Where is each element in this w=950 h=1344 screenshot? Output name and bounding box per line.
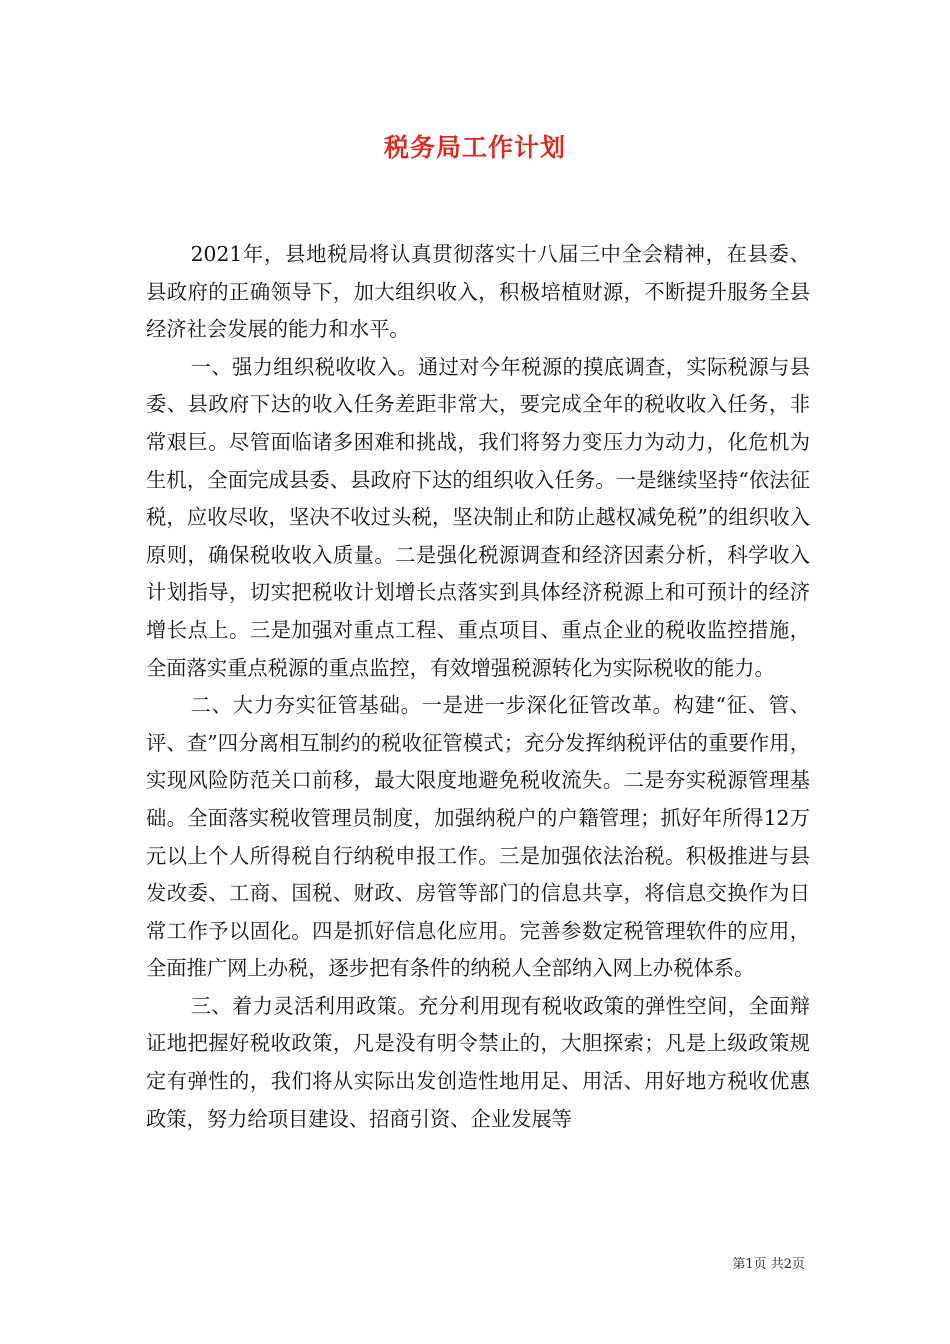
paragraph-intro: 2021年，县地税局将认真贯彻落实十八届三中全会精神，在县委、县政府的正确领导下，加大组织收入，积极培植财源，不断提升服务全县经济社会发展的能力和水平。 — [146, 242, 810, 342]
page-number: 第1页 共2页 — [732, 1257, 805, 1272]
paragraph-section-3: 三、着力灵活利用政策。充分利用现有税收政策的弹性空间，全面辩证地把握好税收政策，凡是没有明令禁止的，大胆探索；凡是上级政策规定有弹性的，我们将从实际出发创造性地用足、用活、用好地方税收优惠政策，努力给项目建设、招商引资、企业发展等 — [146, 993, 810, 1131]
document-body — [146, 236, 810, 1138]
paragraph-section-1: 一、强力组织税收收入。通过对今年税源的摸底调查，实际税源与县委、县政府下达的收入任务差距非常大，要完成全年的税收收入任务，非常艰巨。尽管面临诸多困难和挑战，我们将努力变压力为动力，化危机为生机，全面完成县委、县政府下达的组织收入任务。一是继续坚持“依法征税，应收尽收，坚决不收过头税，坚决制止和防止越权减免税”的组织收入原则，确保税收收入质量。二是强化税源调查和经济因素分析，科学收入计划指导，切实把税收计划增长点落实到具体经济税源上和可预计的经济增长点上。三是加强对重点工程、重点项目、重点企业的税收监控措施，全面落实重点税源的重点监控，有效增强税源转化为实际税收的能力。 — [146, 354, 810, 680]
document-title: 税务局工作计划 — [383, 133, 566, 162]
paragraph-section-2: 二、大力夯实征管基础。一是进一步深化征管改革。构建“征、管、评、查”四分离相互制约的税收征管模式；充分发挥纳税评估的重要作用，实现风险防范关口前移，最大限度地避免税收流失。二是夯实税源管理基础。全面落实税收管理员制度，加强纳税户的户籍管理；抓好年所得12万元以上个人所得税自行纳税申报工作。三是加强依法治税。积极推进与县发改委、工商、国税、财政、房管等部门的信息共享，将信息交换作为日常工作予以固化。四是抓好信息化应用。完善参数定税管理软件的应用，全面推广网上办税，逐步把有条件的纳税人全部纳入网上办税体系。 — [146, 693, 810, 981]
